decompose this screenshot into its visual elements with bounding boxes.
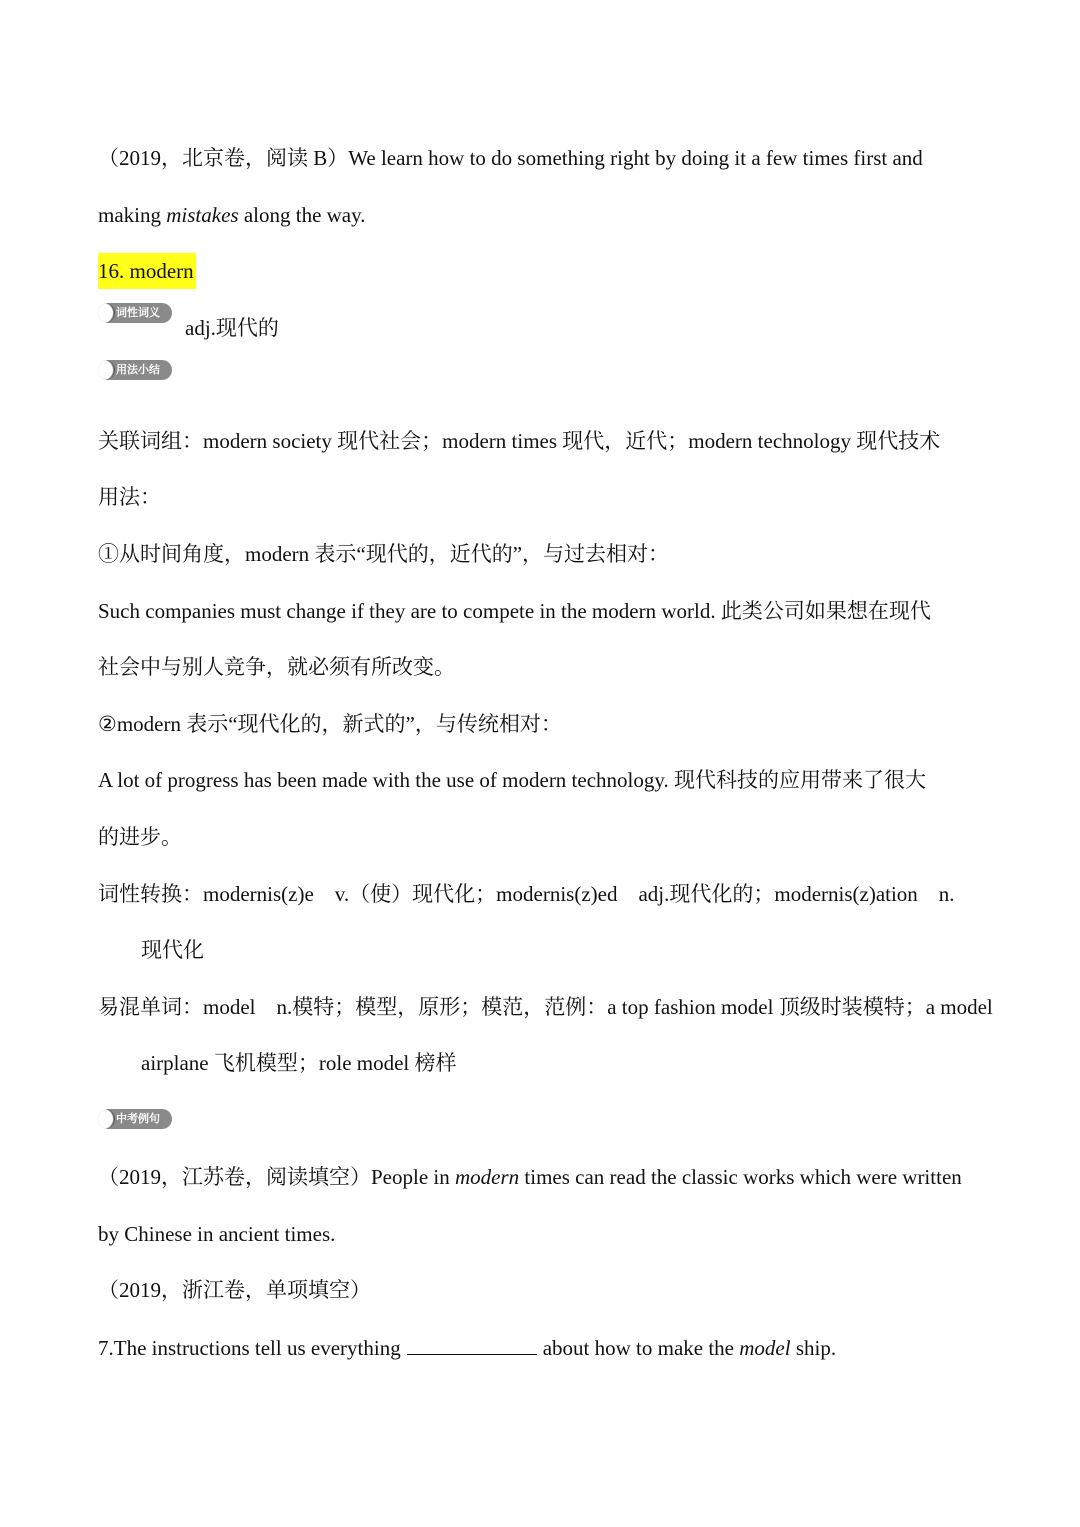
tag-usage-summary: 用法小结 <box>98 360 172 380</box>
example-zhejiang-source: （2019，浙江卷，单项填空） <box>98 1278 371 1302</box>
related-phrases: 关联词组：modern society 现代社会；modern times 现代，近代；modern technology 现代技术 <box>98 429 941 453</box>
tag-part-of-speech: 词性词义 <box>98 303 172 323</box>
highlight-word-model: model <box>739 1336 791 1360</box>
entry-meaning: adj.现代的 <box>185 316 279 340</box>
confusable-words-line2: airplane 飞机模型；role model 榜样 <box>141 1051 457 1075</box>
highlight-word-mistakes: mistakes <box>166 203 239 227</box>
entry-heading-highlight: 16. modern <box>98 253 196 289</box>
example-beijing-line1: （2019，北京卷，阅读 B）We learn how to do something right by doing it a few times first and <box>98 146 923 170</box>
tag-exam-examples: 中考例句 <box>98 1109 172 1129</box>
question-7: 7.The instructions tell us everything about how to make the model ship. <box>98 1332 836 1362</box>
usage-1-example-line2: 社会中与别人竞争，就必须有所改变。 <box>98 655 455 679</box>
entry-heading <box>98 256 196 286</box>
highlight-word-modern: modern <box>455 1165 520 1189</box>
usage-point-1: ①从时间角度，modern 表示“现代的，近代的”，与过去相对： <box>98 542 670 566</box>
usage-2-example-line1: A lot of progress has been made with the use of modern technology. 现代科技的应用带来了很大 <box>98 768 927 792</box>
usage-1-example-line1: Such companies must change if they are to compete in the modern world. 此类公司如果想在现代 <box>98 599 931 623</box>
example-jiangsu-line2: by Chinese in ancient times. <box>98 1222 336 1246</box>
usage-point-2: ②modern 表示“现代化的，新式的”，与传统相对： <box>98 712 562 736</box>
example-jiangsu-line1: （2019，江苏卷，阅读填空）People in modern times can read the classic works which were written <box>98 1165 962 1189</box>
answer-blank[interactable] <box>407 1332 537 1355</box>
confusable-words-line1: 易混单词：model n.模特；模型，原形；模范，范例：a top fashion model 顶级时装模特；a model <box>98 995 993 1019</box>
usage-2-example-line2: 的进步。 <box>98 825 182 849</box>
word-conversion-line2: 现代化 <box>141 938 204 962</box>
word-conversion-line1: 词性转换：modernis(z)e v.（使）现代化；modernis(z)ed adj.现代化的；modernis(z)ation n. <box>98 882 955 906</box>
example-beijing-line2: making mistakes along the way. <box>98 203 366 227</box>
usage-label: 用法： <box>98 485 161 509</box>
